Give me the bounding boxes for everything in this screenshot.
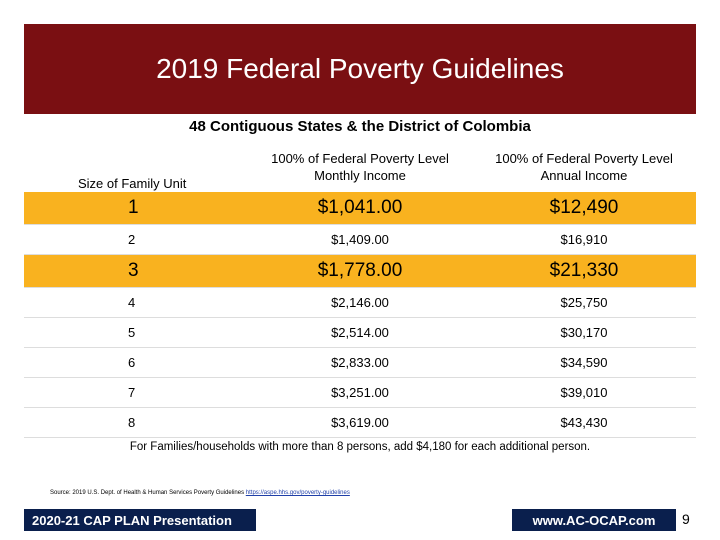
cell-annual-income: $39,010 bbox=[472, 378, 696, 408]
cell-annual-income: $12,490 bbox=[472, 192, 696, 225]
table-header-row bbox=[24, 142, 696, 192]
title-banner bbox=[24, 24, 696, 114]
slide-subtitle: 48 Contiguous States & the District of Colombia bbox=[189, 118, 531, 135]
cell-annual-income: $25,750 bbox=[472, 288, 696, 318]
cell-family-size: 7 bbox=[24, 378, 248, 408]
page-number: 9 bbox=[682, 511, 690, 527]
table-row bbox=[24, 288, 696, 318]
poverty-guidelines-table bbox=[24, 142, 696, 438]
cell-annual-income: $30,170 bbox=[472, 318, 696, 348]
source-citation bbox=[50, 490, 350, 496]
footer-presentation-label: 2020-21 CAP PLAN Presentation bbox=[24, 509, 256, 531]
cell-monthly-income: $1,409.00 bbox=[248, 225, 472, 255]
table-row bbox=[24, 378, 696, 408]
header-monthly-income: 100% of Federal Poverty Level Monthly Income bbox=[271, 151, 449, 183]
table-row bbox=[24, 192, 696, 225]
cell-annual-income: $16,910 bbox=[472, 225, 696, 255]
cell-monthly-income: $3,251.00 bbox=[248, 378, 472, 408]
header-family-size: Size of Family Unit bbox=[78, 176, 187, 191]
cell-family-size: 2 bbox=[24, 225, 248, 255]
cell-family-size: 1 bbox=[24, 192, 248, 225]
cell-monthly-income: $2,833.00 bbox=[248, 348, 472, 378]
table-row bbox=[24, 255, 696, 288]
cell-annual-income: $43,430 bbox=[472, 408, 696, 438]
cell-monthly-income: $3,619.00 bbox=[248, 408, 472, 438]
cell-monthly-income: $1,041.00 bbox=[248, 192, 472, 225]
slide-title: 2019 Federal Poverty Guidelines bbox=[156, 53, 564, 84]
table-row bbox=[24, 225, 696, 255]
cell-family-size: 4 bbox=[24, 288, 248, 318]
cell-family-size: 3 bbox=[24, 255, 248, 288]
cell-annual-income: $21,330 bbox=[472, 255, 696, 288]
cell-monthly-income: $1,778.00 bbox=[248, 255, 472, 288]
footer-website[interactable]: www.AC-OCAP.com bbox=[512, 509, 676, 531]
cell-monthly-income: $2,146.00 bbox=[248, 288, 472, 318]
cell-family-size: 8 bbox=[24, 408, 248, 438]
cell-family-size: 6 bbox=[24, 348, 248, 378]
source-text: Source: 2019 U.S. Dept. of Health & Human Services Poverty Guidelines bbox=[50, 490, 245, 496]
table-body bbox=[24, 192, 696, 438]
table-row bbox=[24, 348, 696, 378]
cell-annual-income: $34,590 bbox=[472, 348, 696, 378]
cell-family-size: 5 bbox=[24, 318, 248, 348]
table-row bbox=[24, 318, 696, 348]
table-row bbox=[24, 408, 696, 438]
cell-monthly-income: $2,514.00 bbox=[248, 318, 472, 348]
additional-person-note: For Families/households with more than 8 persons, add $4,180 for each additional person. bbox=[129, 441, 591, 453]
header-annual-income: 100% of Federal Poverty Level Annual Income bbox=[495, 151, 673, 183]
source-link[interactable]: https://aspe.hhs.gov/poverty-guidelines bbox=[245, 490, 350, 496]
